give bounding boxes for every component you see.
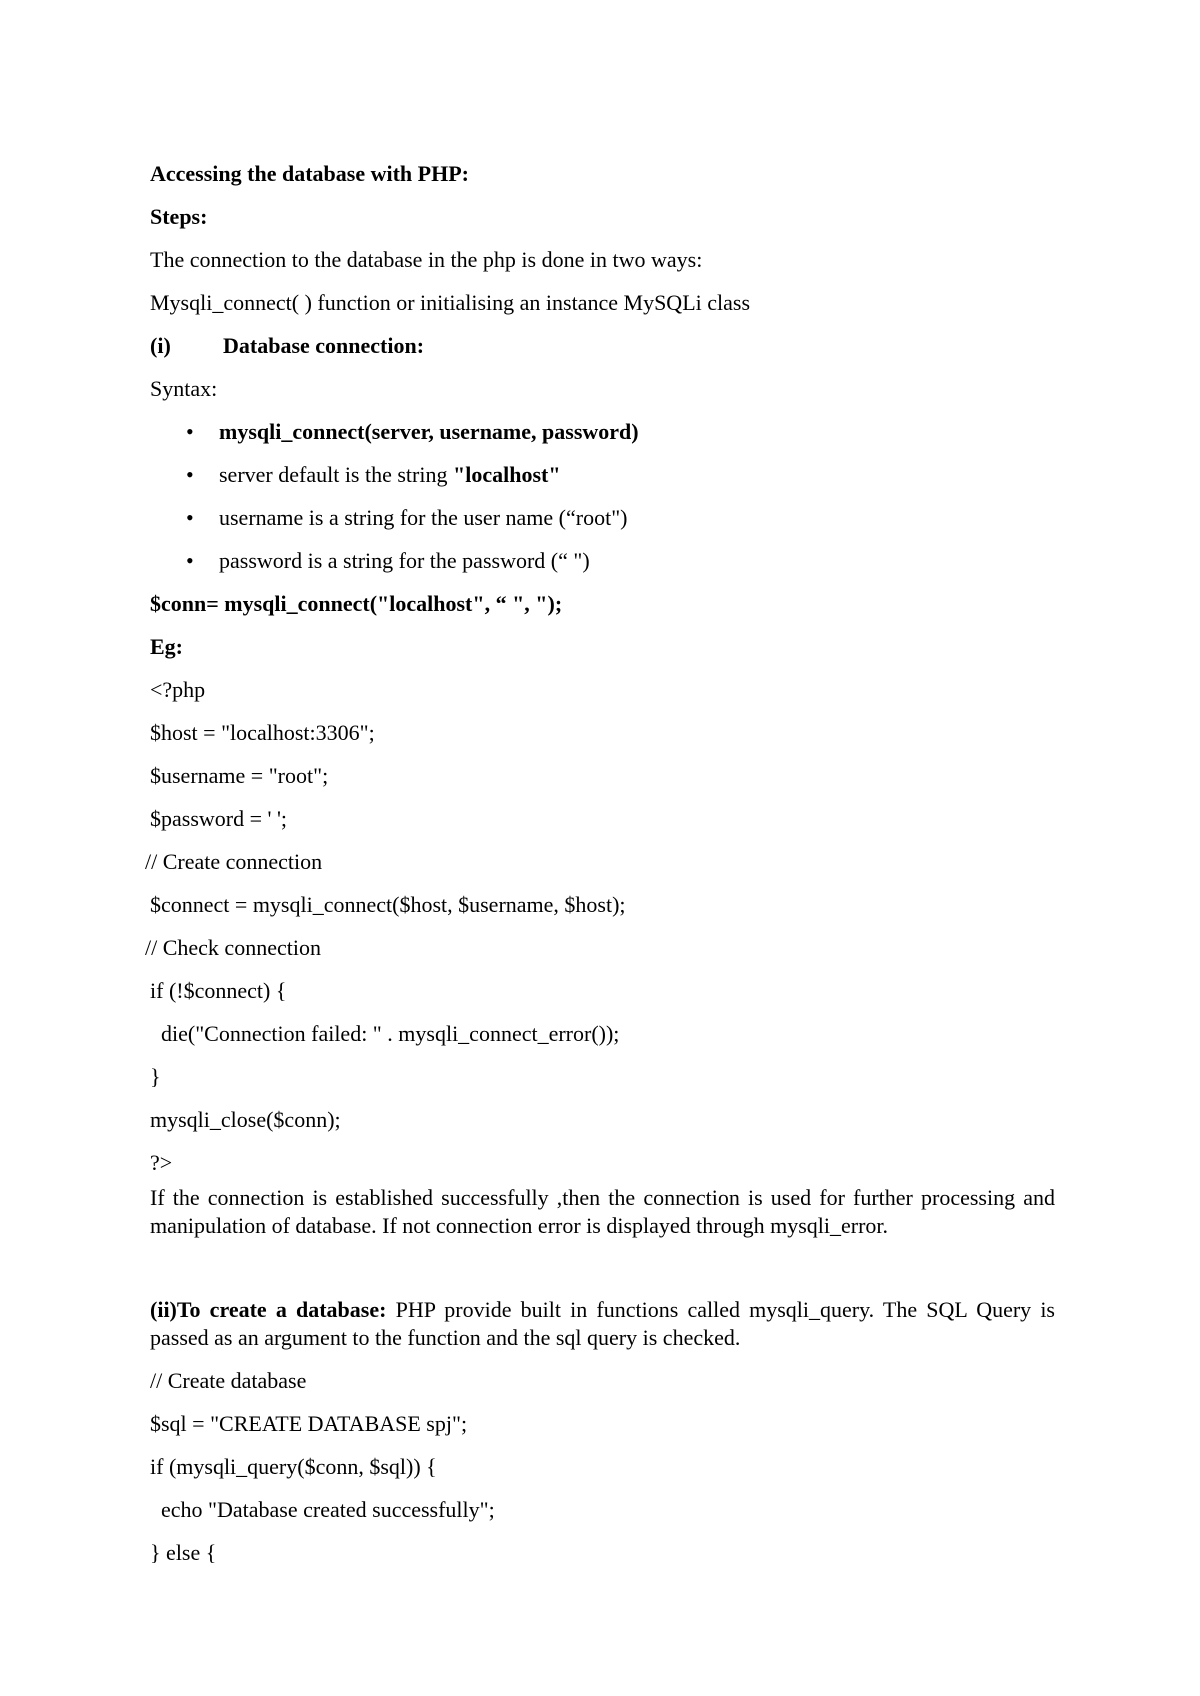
- section-i-title: Database connection:: [223, 333, 425, 358]
- bullet-item-2: [219, 461, 561, 489]
- intro-line-2: Mysqli_connect( ) function or initialising an instance MySQLi class: [150, 290, 751, 315]
- document-heading: Accessing the database with PHP:: [150, 161, 469, 186]
- section-i-number: (i): [150, 333, 171, 358]
- bullet-dot: •: [186, 505, 194, 530]
- code-line: }: [150, 1064, 161, 1089]
- bullet-dot: •: [186, 548, 194, 573]
- bullet-item-3: username is a string for the user name (“root"): [219, 505, 628, 530]
- code-line: ?>: [150, 1150, 173, 1175]
- bullet-dot: •: [186, 462, 194, 487]
- code-comment: // Check connection: [145, 935, 321, 960]
- code-line: echo "Database created successfully";: [150, 1497, 495, 1522]
- code-line: $sql = "CREATE DATABASE spj";: [150, 1411, 468, 1436]
- section-ii-paragraph: [150, 1296, 1055, 1352]
- code-line: $username = "root";: [150, 763, 329, 788]
- bullet-item-4: password is a string for the password (“ "): [219, 548, 590, 573]
- code-comment: // Create connection: [145, 849, 323, 874]
- code-line: if (mysqli_query($conn, $sql)) {: [150, 1454, 437, 1479]
- section-ii-text: PHP provide built in functions called mysqli_query. The SQL Query is passed as an argument to the function and the sql query is checked.: [150, 1297, 1055, 1350]
- section-ii-title: (ii)To create a database:: [150, 1297, 387, 1322]
- bullet-dot: •: [186, 419, 194, 444]
- bullet-item-2-bold: "localhost": [453, 462, 561, 487]
- conn-example: $conn= mysqli_connect("localhost", “ ", ");: [150, 591, 563, 616]
- code-line: die("Connection failed: " . mysqli_connect_error());: [150, 1021, 620, 1046]
- connection-paragraph: If the connection is established successfully ,then the connection is used for further processing and manipulation of database. If not connection error is displayed through mysqli_error.: [150, 1185, 1055, 1238]
- intro-line-1: The connection to the database in the php is done in two ways:: [150, 247, 703, 272]
- code-line: mysqli_close($conn);: [150, 1107, 341, 1132]
- eg-label: Eg:: [150, 634, 183, 659]
- code-line: $connect = mysqli_connect($host, $username, $host);: [150, 892, 626, 917]
- code-line: <?php: [150, 677, 206, 702]
- code-line: } else {: [150, 1540, 217, 1565]
- bullet-item-1: mysqli_connect(server, username, password): [219, 419, 639, 444]
- code-line: if (!$connect) {: [150, 978, 287, 1003]
- bullet-item-2-prefix: server default is the string: [219, 462, 453, 487]
- syntax-label: Syntax:: [150, 376, 218, 401]
- code-comment: // Create database: [150, 1368, 307, 1393]
- code-line: $password = ' ';: [150, 806, 288, 831]
- steps-label: Steps:: [150, 204, 208, 229]
- code-line: $host = "localhost:3306";: [150, 720, 375, 745]
